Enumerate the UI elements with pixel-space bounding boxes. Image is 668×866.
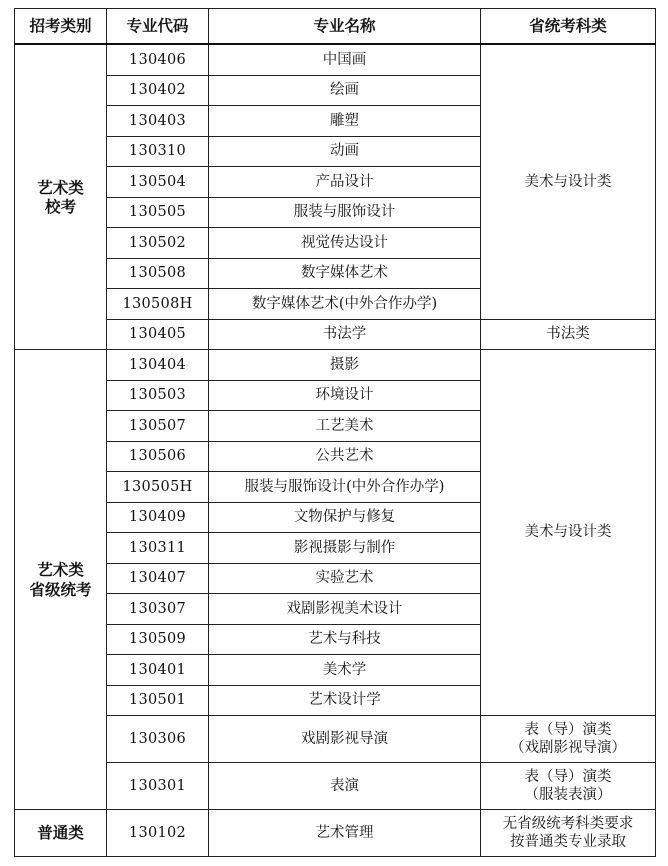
admission-table — [14, 8, 656, 857]
major-code: 130307 — [107, 594, 209, 625]
table-row — [15, 810, 656, 857]
major-name: 产品设计 — [209, 167, 481, 198]
major-code: 130503 — [107, 380, 209, 411]
subject-category — [481, 716, 656, 763]
subject-category — [481, 350, 656, 716]
major-code: 130505 — [107, 197, 209, 228]
major-name: 工艺美术 — [209, 411, 481, 442]
major-name: 环境设计 — [209, 380, 481, 411]
subject-line: 表（导）演类 — [524, 768, 612, 785]
table-row — [15, 44, 656, 75]
major-name: 绘画 — [209, 75, 481, 106]
category-line: 艺术类 — [37, 560, 84, 580]
major-name: 美术学 — [209, 655, 481, 686]
subject-line: （服装表演） — [524, 787, 612, 803]
header-row — [15, 9, 656, 45]
category-art-school-exam — [15, 44, 107, 350]
major-name: 中国画 — [209, 44, 481, 75]
major-code: 130509 — [107, 624, 209, 655]
major-code: 130407 — [107, 563, 209, 594]
category-line: 省级统考 — [29, 579, 92, 599]
major-code: 130310 — [107, 136, 209, 167]
subject-category — [481, 319, 656, 350]
major-name: 影视摄影与制作 — [209, 533, 481, 564]
major-code: 130301 — [107, 763, 209, 810]
major-name: 戏剧影视导演 — [209, 716, 481, 763]
major-code: 130102 — [107, 810, 209, 857]
subject-line: （戏剧影视导演） — [510, 740, 626, 756]
major-code: 130502 — [107, 228, 209, 259]
major-name: 服装与服饰设计 — [209, 197, 481, 228]
major-code: 130403 — [107, 106, 209, 137]
header-code: 专业代码 — [107, 9, 209, 45]
major-name: 戏剧影视美术设计 — [209, 594, 481, 625]
category-line: 艺术类 — [37, 177, 84, 197]
category-general — [15, 810, 107, 857]
major-code: 130508H — [107, 289, 209, 320]
major-name: 艺术管理 — [209, 810, 481, 857]
major-code: 130505H — [107, 472, 209, 503]
table-row — [15, 319, 656, 350]
major-code: 130402 — [107, 75, 209, 106]
subject-line: 美术与设计类 — [524, 524, 612, 541]
major-code: 130401 — [107, 655, 209, 686]
header-category: 招考类别 — [15, 9, 107, 45]
header-major: 专业名称 — [209, 9, 481, 45]
subject-line: 按普通类专业录取 — [510, 834, 626, 850]
major-name: 数字媒体艺术(中外合作办学) — [209, 289, 481, 320]
major-name: 视觉传达设计 — [209, 228, 481, 259]
category-line: 普通类 — [37, 823, 84, 843]
major-code: 130507 — [107, 411, 209, 442]
header-subject: 省统考科类 — [481, 9, 656, 45]
category-line: 校考 — [44, 197, 76, 216]
major-code: 130508 — [107, 258, 209, 289]
major-code: 130501 — [107, 685, 209, 716]
major-code: 130404 — [107, 350, 209, 381]
table-row — [15, 716, 656, 763]
subject-line: 表（导）演类 — [524, 721, 612, 738]
major-code: 130405 — [107, 319, 209, 350]
major-name: 艺术设计学 — [209, 685, 481, 716]
major-name: 文物保护与修复 — [209, 502, 481, 533]
major-name: 表演 — [209, 763, 481, 810]
table-row — [15, 350, 656, 381]
subject-line: 书法类 — [546, 326, 590, 343]
table-row — [15, 763, 656, 810]
subject-category — [481, 810, 656, 857]
subject-line: 美术与设计类 — [524, 173, 612, 190]
major-name: 数字媒体艺术 — [209, 258, 481, 289]
major-name: 雕塑 — [209, 106, 481, 137]
subject-line: 无省级统考科类要求 — [502, 815, 634, 832]
major-name: 公共艺术 — [209, 441, 481, 472]
major-name: 艺术与科技 — [209, 624, 481, 655]
major-code: 130506 — [107, 441, 209, 472]
major-code: 130406 — [107, 44, 209, 75]
major-name: 服装与服饰设计(中外合作办学) — [209, 472, 481, 503]
major-name: 书法学 — [209, 319, 481, 350]
major-name: 实验艺术 — [209, 563, 481, 594]
category-art-provincial-exam — [15, 350, 107, 810]
major-code: 130504 — [107, 167, 209, 198]
subject-category — [481, 763, 656, 810]
major-name: 摄影 — [209, 350, 481, 381]
major-code: 130306 — [107, 716, 209, 763]
subject-category — [481, 44, 656, 319]
major-code: 130311 — [107, 533, 209, 564]
major-code: 130409 — [107, 502, 209, 533]
major-name: 动画 — [209, 136, 481, 167]
